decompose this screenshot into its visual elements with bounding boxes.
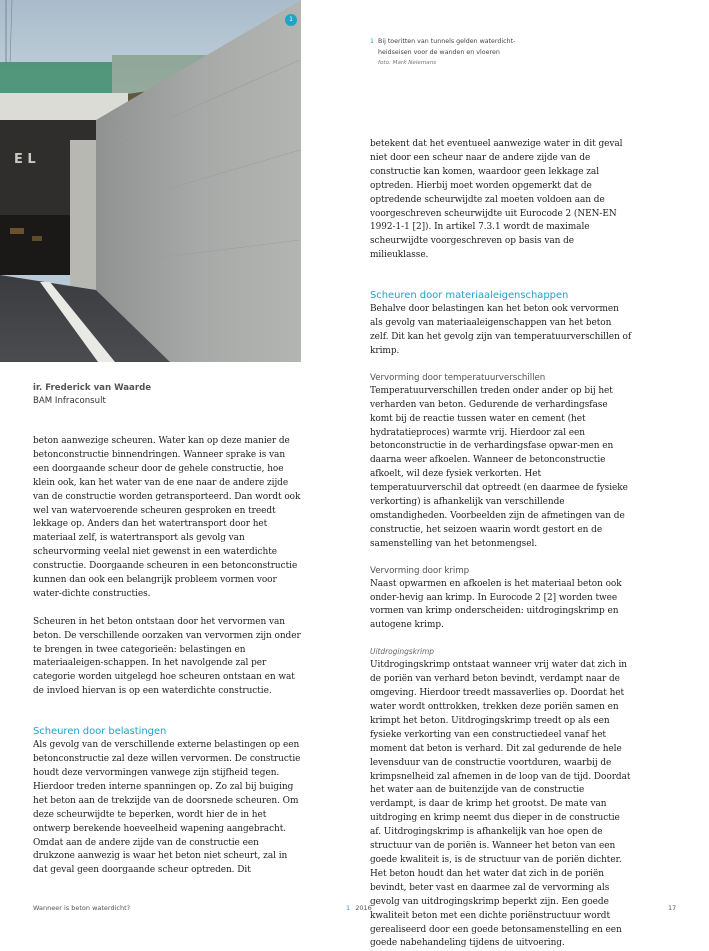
caption-line-2: heidseisen voor de wanden en vloeren <box>378 48 500 56</box>
subheading-uitdrogingskrimp: Uitdrogingskrimp <box>370 647 434 657</box>
section-heading-belastingen: Scheuren door belastingen <box>33 726 167 738</box>
footer-issue-year: 2016 <box>355 904 372 912</box>
footer-issue-number: 1 <box>346 904 351 912</box>
paragraph: Naast opwarmen en afkoelen is het materiaal beton ook onder-hevig aan krimp. In Eurocode 2 [2] worden twee vormen van krimp onderscheiden: uitdrogingskrimp en autogene krimp. <box>370 578 622 631</box>
tunnel-sign: E L <box>14 152 36 167</box>
figure-number-badge: 1 <box>285 14 297 26</box>
page-number: 17 <box>668 904 677 912</box>
paragraph: Als gevolg van de verschillende externe belastingen op een betonconstructie zal deze willen vervormen. De constructie houdt deze vervormingen vanwege zijn stijfheid tegen. Hierdoor treden interne spanningen op. Zo zal bij buiging het beton aan de trekzijde van de doorsnede scheuren. Om deze scheurwijdte te beperken, wordt hier de in het ontwerp berekende hoeveelheid wapening aangebracht. Omdat aan de andere zijde van de constructie een drukzone aanwezig is waar het beton niet scheurt, zal in dat geval geen doorgaande scheur optreden. Dit <box>33 740 301 876</box>
subheading-krimp: Vervorming door krimp <box>370 565 470 576</box>
paragraph: Scheuren in het beton ontstaan door het vervormen van beton. De verschillende oorzaken van vervormen zijn onder te brengen in twee categorieën: belastingen en materiaaleigen-schappen. In het navolgende zal per categorie worden uitgelegd hoe scheuren ontstaan en wat de invloed hiervan is op een waterdichte constructie. <box>33 616 301 697</box>
photo-credit: foto: Mark Nelemans <box>378 60 437 66</box>
paragraph: Behalve door belastingen kan het beton ook vervormen als gevolg van materiaaleigenschappen van het beton zelf. Dit kan het gevolg zijn van temperatuurverschillen of krimp. <box>370 304 632 356</box>
right-column <box>370 138 632 951</box>
subheading-temperatuur: Vervorming door temperatuurverschillen <box>370 372 546 383</box>
figure-caption <box>370 37 600 69</box>
paragraph: beton aanwezige scheuren. Water kan op deze manier de betonconstructie binnendringen. Wanneer sprake is van een doorgaande scheur door de gehele constructie, hoe klein ook, kan het water van de ene naar de andere zijde van de constructie worden getransporteerd. Dan wordt ook wel van watervoerende scheuren gesproken en treedt lekkage op. Anders dan het watertransport door het materiaal zelf, is watertransport als gevolg van scheurvorming veelal niet gewenst in een waterdichte constructie. Doorgaande scheuren in een betonconstructie kunnen dan ook een belangrijk probleem vormen voor water-dichte constructies. <box>33 436 301 599</box>
left-column <box>33 435 301 878</box>
paragraph: betekent dat het eventueel aanwezige water in dit geval niet door een scheur naar de andere zijde van de constructie kan komen, waardoor geen lekkage zal optreden. Hierbij moet worden opgemerkt dat de optredende scheurwijdte zal moeten voldoen aan de voorgeschreven scheurwijdte uit Eurocode 2 (NEN-EN 1992-1-1 [2]). In artikel 7.3.1 wordt de maximale scheurwijdte voorgeschreven op basis van de milieuklasse. <box>370 139 623 261</box>
paragraph: Uitdrogingskrimp ontstaat wanneer vrij water dat zich in de poriën van verhard beton bevindt, verdampt naar de omgeving. Hierdoor treedt massaverlies op. Doordat het water wordt onttrokken, trekken deze poriën samen en krimpt het beton. Uitdrogingskrimp treedt op als een fysieke verkorting van een constructiedeel vanaf het moment dat beton is verhard. Dit zal gedurende de hele levensduur van de constructie voortduren, waarbij de krimpsnelheid zal afnemen in de loop van de tijd. Doordat het water aan de buitenzijde van de constructie verdampt, is daar de krimp het grootst. De mate van uitdroging en krimp neemt dus dieper in de constructie af. Uitdrogingskrimp is afhankelijk van hoe open de structuur van de poriën is. Wanneer het beton van een goede kwaliteit is, is de structuur van de poriën dichter. Het beton houdt dan het water dat zich in de poriën bevindt, beter vast en daarmee zal de vervorming als gevolg van uitdrogingskrimp beperkt zijn. Een goede kwaliteit beton met een dichte poriënstructuur wordt gerealiseerd door een goede betonsamenstelling en een goede nabehandeling tijdens de uitvoering. <box>370 660 631 949</box>
caption-line-1: Bij toeritten van tunnels gelden waterdicht- <box>378 38 516 45</box>
author-organization: BAM Infraconsult <box>33 396 106 406</box>
paragraph: Temperatuurverschillen treden onder ander op bij het verharden van beton. Gedurende de verhardingsfase komt bij de reactie tussen water en cement (het hydratatieproces) warmte vrij. Hierdoor zal een betonconstructie in de verhardingsfase opwar-men en daarna weer afkoelen. Wanneer de betonconstructie afkoelt, wil deze fysiek verkorten. Het temperatuurverschil dat optreedt (en daarmee de fysieke verkorting) is afhankelijk van verschillende omstandigheden. Voorbeelden zijn de afmetingen van de constructie, het seizoen waarin wordt gestort en de samenstelling van het betonmengsel. <box>370 385 628 549</box>
tunnel-photo <box>0 0 301 362</box>
caption-number: 1 <box>370 38 375 45</box>
author-name: ir. Frederick van Waarde <box>33 383 152 393</box>
footer-issue <box>346 904 372 912</box>
section-heading-materiaaleigenschappen: Scheuren door materiaaleigenschappen <box>370 290 569 302</box>
footer-title: Wanneer is beton waterdicht? <box>33 904 131 912</box>
author-block <box>33 382 151 408</box>
